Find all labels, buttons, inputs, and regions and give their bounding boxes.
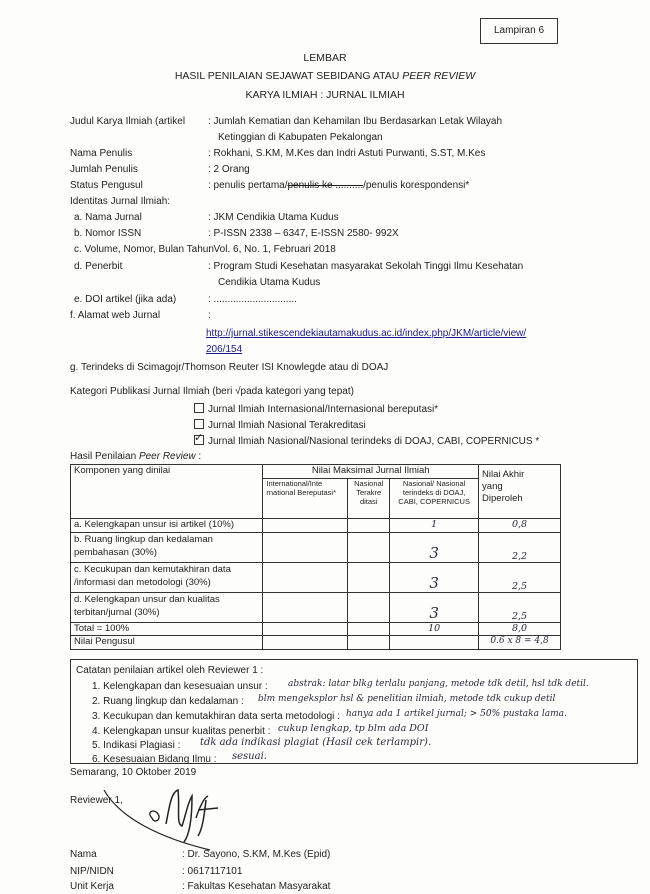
volume-label: c. Volume, Nomor, Bulan Tahun: [74, 244, 214, 255]
catatan-item-6-hand: sesuai.: [232, 751, 267, 762]
header-terindeks: Nasional/ Nasional terindeks di DOAJ, CABI, COPERNICUS: [390, 479, 479, 519]
table-row: [71, 636, 561, 650]
web-url-2[interactable]: 206/154: [206, 344, 243, 355]
penerbit-value-2: Cendikia Utama Kudus: [218, 277, 321, 288]
penulis-label: Nama Penulis: [70, 148, 133, 159]
kategori-option-3-label: Jurnal Ilmiah Nasional/Nasional terindeks di DOAJ, CABI, COPERNICUS *: [208, 436, 540, 447]
row-b-intl: [263, 533, 348, 563]
judul-value-2: Ketinggian di Kabupaten Pekalongan: [218, 132, 383, 143]
catatan-item-4-label: 4. Kelengkapan unsur kualitas penerbit :: [92, 726, 271, 737]
checkbox-terindeks[interactable]: [194, 432, 204, 445]
doc-title-line3: KARYA ILMIAH : JURNAL ILMIAH: [245, 89, 405, 101]
row-c-nasional: [348, 563, 390, 593]
row-c-intl: [263, 563, 348, 593]
jumlah-label: Jumlah Penulis: [70, 164, 138, 175]
header-nilai-maks: Nilai Maksimal Jurnal Ilmiah: [263, 465, 479, 479]
issn-value: : P-ISSN 2338 – 6347, E-ISSN 2580- 992X: [208, 228, 399, 239]
header-nilai-akhir: [479, 465, 561, 519]
header-intl: International/Inte rnational Bereputasi*: [263, 479, 348, 519]
doi-label: e. DOI artikel (jika ada): [74, 294, 177, 305]
catatan-item-1-hand: abstrak: latar blkg terlalu panjang, metode tdk detil, hsl tdk detil.: [288, 679, 589, 689]
doc-title-line2: [0, 70, 650, 82]
kategori-option-2-label: Jurnal Ilmiah Nasional Terakreditasi: [208, 420, 366, 431]
table-row: [71, 519, 561, 533]
catatan-item-3-label: 3. Kecukupan dan kemutakhiran data serta metodologi :: [92, 711, 340, 722]
judul-label: Judul Karya Ilmiah (artikel: [70, 116, 186, 127]
row-d-akhir: 2,5: [479, 593, 561, 623]
row-a-komponen: a. Kelengkapan unsur isi artikel (10%): [71, 519, 263, 533]
catatan-item-5-label: 5. Indikasi Plagiasi :: [92, 740, 181, 751]
unit-value: : Fakultas Kesehatan Masyarakat: [182, 881, 331, 892]
nama-jurnal-value: : JKM Cendikia Utama Kudus: [208, 212, 339, 223]
nip-label: NIP/NIDN: [70, 866, 114, 877]
doc-title-line1: LEMBAR: [303, 52, 347, 64]
hasil-plain: Hasil Penilaian: [70, 451, 139, 462]
terindeks-text: g. Terindeks di Scimagojr/Thomson Reuter ISI Knowlegde atau di DOAJ: [70, 362, 389, 373]
catatan-item-3-hand: hanya ada 1 artikel jurnal; > 50% pustaka lama.: [346, 709, 567, 719]
issn-label: b. Nomor ISSN: [74, 228, 142, 239]
header-nilai-akhir-text: Nilai Akhir yang Diperoleh: [482, 469, 525, 504]
penerbit-label: d. Penerbit: [74, 261, 123, 272]
row-d-intl: [263, 593, 348, 623]
row-pengusul-intl: [263, 636, 348, 650]
doi-value: : ..............................: [208, 294, 297, 305]
row-a-maks: 1: [390, 519, 479, 533]
status-part-strike: penulis ke ..........: [287, 180, 364, 191]
row-b-maks: 3: [390, 533, 479, 563]
row-b-akhir: 2,2: [479, 533, 561, 563]
row-total-nasional: [348, 623, 390, 636]
status-label: Status Pengusul: [70, 180, 143, 191]
kategori-option-1-label: Jurnal Ilmiah Internasional/Internasional bereputasi*: [208, 404, 439, 415]
title-plain: HASIL PENILAIAN SEJAWAT SEBIDANG ATAU: [174, 70, 403, 82]
kategori-option-3: [194, 434, 539, 447]
judul-value-1: : Jumlah Kematian dan Kehamilan Ibu Berdasarkan Letak Wilayah: [208, 116, 503, 127]
catatan-item-1-label: 1. Kelengkapan dan kesesuaian unsur :: [92, 681, 268, 692]
header-nasional: Nasional Terakre ditasi: [348, 479, 390, 519]
row-pengusul-nasional: [348, 636, 390, 650]
table-row: [71, 593, 561, 623]
row-b-komponen: b. Ruang lingkup dan kedalaman pembahasan (30%): [71, 533, 263, 563]
nip-value: : 0617117101: [182, 866, 243, 877]
hasil-italic: Peer Review: [138, 451, 196, 462]
kategori-option-1: [194, 402, 438, 415]
status-part-a: : penulis pertama/: [208, 180, 288, 191]
reviewer-label: Reviewer 1,: [70, 795, 123, 806]
row-a-nasional: [348, 519, 390, 533]
hasil-end: :: [195, 451, 202, 462]
table-row: [71, 563, 561, 593]
penulis-value: : Rokhani, S.KM, M.Kes dan Indri Astuti Purwanti, S.ST, M.Kes: [208, 148, 486, 159]
row-pengusul-komponen: Nilai Pengusul: [71, 636, 263, 650]
row-d-komponen: d. Kelengkapan unsur dan kualitas terbitan/jurnal (30%): [71, 593, 263, 623]
hasil-label: [70, 451, 201, 462]
signature-image: [100, 778, 250, 856]
row-total-akhir: 8,0: [479, 623, 561, 636]
checkbox-terakreditasi[interactable]: [194, 419, 204, 429]
identitas-label: Identitas Jurnal Ilmiah:: [70, 196, 171, 207]
row-c-maks: 3: [390, 563, 479, 593]
row-d-maks: 3: [390, 593, 479, 623]
catatan-title: Catatan penilaian artikel oleh Reviewer 1 :: [76, 665, 264, 676]
volume-value: : Vol. 6, No. 1, Februari 2018: [208, 244, 336, 255]
check-mark-icon: ✓: [194, 432, 204, 444]
row-d-nasional: [348, 593, 390, 623]
jumlah-value: : 2 Orang: [208, 164, 250, 175]
catatan-item-4-hand: cukup lengkap, tp blm ada DOI: [278, 723, 429, 734]
kategori-option-2: [194, 418, 366, 431]
catatan-item-2-hand: blm mengeksplor hsl & penelitian ilmiah, metode tdk cukup detil: [258, 694, 556, 704]
row-pengusul-akhir: 0.6 x 8 = 4,8: [479, 636, 561, 650]
lampiran-box: [480, 18, 558, 44]
row-a-akhir: 0,8: [479, 519, 561, 533]
row-c-komponen: c. Kecukupan dan kemutakhiran data /informasi dan metodologi (30%): [71, 563, 263, 593]
nama-value: : Dr. Sayono, S.KM, M.Kes (Epid): [182, 849, 331, 860]
table-row: [71, 623, 561, 636]
row-pengusul-maks: [390, 636, 479, 650]
table-row: [71, 533, 561, 563]
kategori-label: Kategori Publikasi Jurnal Ilmiah (beri √pada kategori yang tepat): [70, 386, 354, 397]
row-b-nasional: [348, 533, 390, 563]
nama-jurnal-label: a. Nama Jurnal: [74, 212, 142, 223]
nama-label: Nama: [70, 849, 97, 860]
header-komponen: Komponen yang dinilai: [71, 465, 263, 519]
web-colon: :: [208, 310, 211, 321]
lampiran-label: Lampiran 6: [493, 25, 545, 36]
unit-label: Unit Kerja: [70, 881, 114, 892]
catatan-item-6-label: 6. Kesesuaian Bidang Ilmu :: [92, 754, 217, 765]
row-c-akhir: 2,5: [479, 563, 561, 593]
checkbox-intl[interactable]: [194, 403, 204, 413]
catatan-item-2-label: 2. Ruang lingkup dan kedalaman :: [92, 696, 244, 707]
status-value: [208, 180, 469, 191]
row-a-intl: [263, 519, 348, 533]
row-total-komponen: Total = 100%: [71, 623, 263, 636]
penerbit-value-1: : Program Studi Kesehatan masyarakat Sekolah Tinggi Ilmu Kesehatan: [208, 261, 524, 272]
web-label: f. Alamat web Jurnal: [70, 310, 161, 321]
status-part-b: /penulis korespondensi*: [363, 180, 470, 191]
catatan-item-5-hand: tdk ada indikasi plagiat (Hasil cek terlampir).: [200, 737, 432, 748]
web-url-1[interactable]: http://jurnal.stikescendekiautamakudus.ac.id/index.php/JKM/article/view/: [206, 328, 527, 339]
place-date: Semarang, 10 Oktober 2019: [70, 767, 197, 778]
row-total-maks: 10: [390, 623, 479, 636]
row-total-intl: [263, 623, 348, 636]
title-italic: PEER REVIEW: [402, 70, 476, 82]
score-table: [70, 464, 561, 650]
